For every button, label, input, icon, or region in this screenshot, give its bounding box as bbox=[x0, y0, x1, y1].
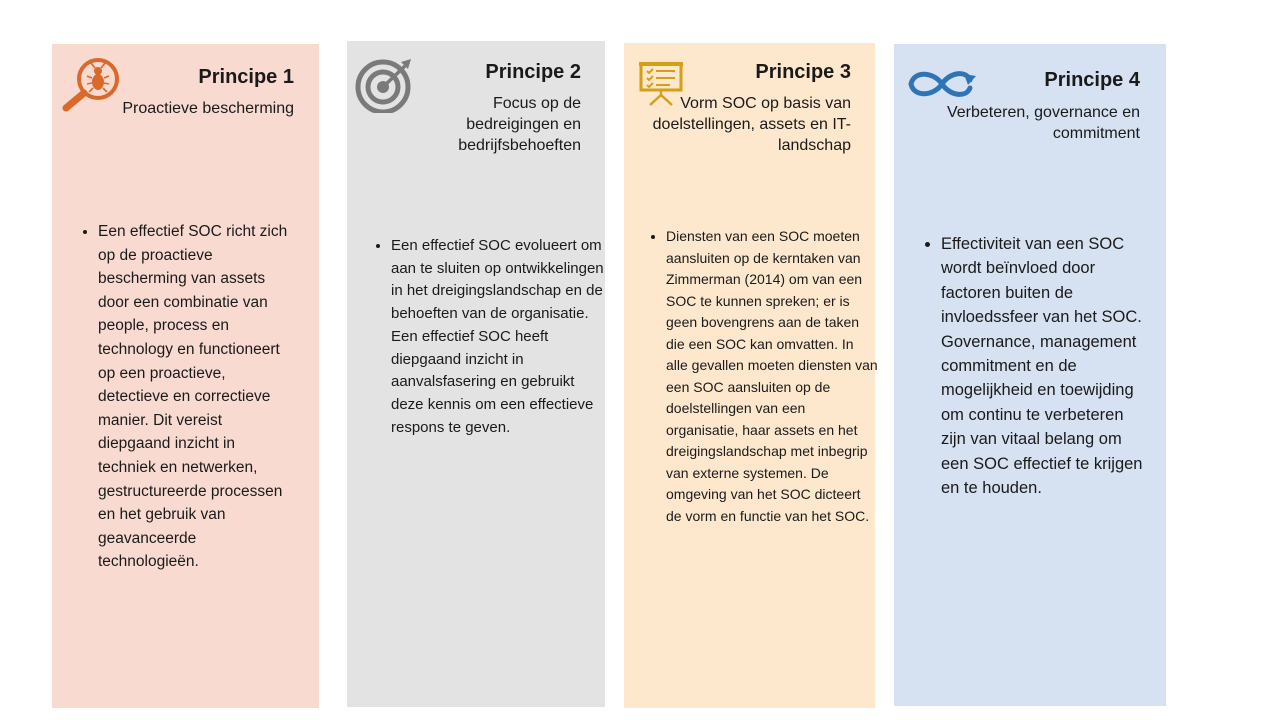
principle-subtitle: Proactieve bescherming bbox=[122, 100, 294, 117]
principle-bullet-list bbox=[371, 235, 605, 439]
target-icon bbox=[353, 57, 415, 118]
principle-bullet: • Diensten van een SOC moeten aansluiten op de kerntaken van Zimmerman (2014) om van een SOC te kunnen spreken; er is geen bovengrens aan de taken die een SOC kan omvatten. In alle gevallen moeten diensten van een SOC aansluiten op de doelstellingen van een organisatie, haar assets en het dreigingslandschap met inbegrip van externe systemen. De omgeving van het SOC dicteert de vorm en functie van het SOC. bbox=[666, 226, 878, 527]
infinity-loop-icon bbox=[906, 66, 978, 107]
principle-card-3 bbox=[624, 43, 878, 708]
principle-title: Principe 2 bbox=[485, 61, 581, 83]
principle-card-2 bbox=[347, 41, 605, 707]
principle-bullet: • Een effectief SOC richt zich op de proactieve bescherming van assets door een combinatie van people, process en technology en functioneert op een proactieve, detectieve en correctieve manier. Dit vereist diepgaand inzicht in techniek en netwerken, gestructureerde processen en het gebruik van geavanceerde technologieën. bbox=[98, 220, 294, 574]
principle-subtitle: Focus op de bedreigingen en bedrijfsbehoeften bbox=[458, 95, 581, 154]
principle-card-4 bbox=[894, 44, 1166, 706]
principle-subtitle: Verbeteren, governance en commitment bbox=[946, 104, 1140, 142]
principle-bullet-list bbox=[78, 220, 294, 574]
principle-bullet-list bbox=[646, 226, 878, 527]
principle-subtitle: Vorm SOC op basis van doelstellingen, assets en IT-landschap bbox=[652, 95, 851, 154]
principle-bullet: • Een effectief SOC evolueert om aan te sluiten op ontwikkelingen in het dreigingslandschap en de behoeften van de organisatie. Een effectief SOC heeft diepgaand inzicht in aanvalsfasering en gebruikt deze kennis om een effectieve respons te geven. bbox=[391, 235, 605, 439]
principle-bullet-list bbox=[921, 232, 1147, 500]
principle-title: Principe 4 bbox=[1044, 69, 1140, 91]
principle-title: Principe 1 bbox=[198, 66, 294, 88]
principle-bullet: • Effectiviteit van een SOC wordt beïnvloed door factoren buiten de invloedssfeer van het SOC. Governance, management commitment en de mogelijkheid en toewijding om continu te verbeteren zijn van vitaal belang om een SOC effectief te krijgen en te houden. bbox=[941, 232, 1147, 500]
principle-title: Principe 3 bbox=[755, 61, 851, 83]
principle-card-1 bbox=[52, 44, 319, 708]
